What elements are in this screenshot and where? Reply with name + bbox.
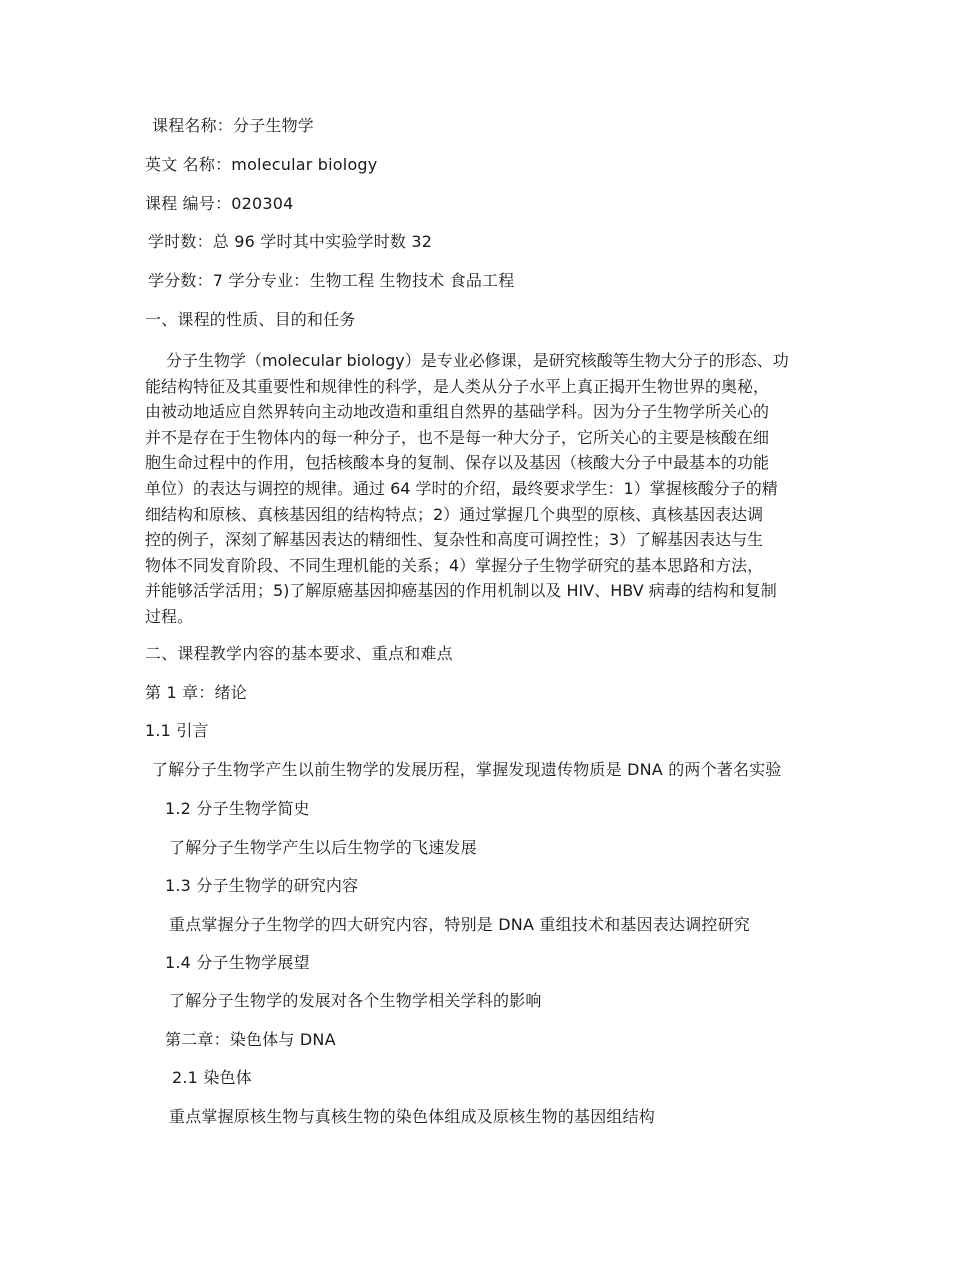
subsection-2-1-title: 2.1 染色体: [172, 1068, 252, 1087]
paragraph-line: 并能够活学活用；5)了解原癌基因抑癌基因的作用机制以及 HIV、HBV 病毒的结构和复制: [145, 581, 777, 601]
paragraph-line: 胞生命过程中的作用，包括核酸本身的复制、保存以及基因（核酸大分子中最基本的功能: [145, 453, 770, 473]
paragraph-line: 控的例子，深刻了解基因表达的精细性、复杂性和高度可调控性；3）了解基因表达与生: [145, 530, 764, 550]
course-name: 课程名称：分子生物学: [152, 116, 315, 135]
paragraph-line: 过程。: [145, 606, 194, 626]
subsection-1-1-title: 1.1 引言: [145, 721, 209, 740]
chapter-1-title: 第 1 章：绪论: [145, 683, 247, 702]
credits-major: 学分数：7 学分专业：生物工程 生物技术 食品工程: [148, 271, 515, 290]
course-code: 课程 编号：020304: [145, 194, 294, 213]
section-2-heading: 二、课程教学内容的基本要求、重点和难点: [145, 644, 453, 663]
paragraph-line: 物体不同发育阶段、不同生理机能的关系；4）掌握分子生物学研究的基本思路和方法，: [145, 555, 764, 575]
subsection-1-3-text: 重点掌握分子生物学的四大研究内容，特别是 DNA 重组技术和基因表达调控研究: [169, 915, 751, 934]
subsection-1-4-text: 了解分子生物学的发展对各个生物学相关学科的影响: [169, 991, 542, 1010]
section-1-heading: 一、课程的性质、目的和任务: [145, 310, 356, 329]
chapter-2-title: 第二章：染色体与 DNA: [165, 1030, 336, 1049]
paragraph-line: 并不是存在于生物体内的每一种分子，也不是每一种大分子，它所关心的主要是核酸在细: [145, 427, 770, 447]
subsection-1-4-title: 1.4 分子生物学展望: [165, 953, 310, 972]
english-name: 英文 名称：molecular biology: [145, 155, 378, 174]
subsection-1-3-title: 1.3 分子生物学的研究内容: [165, 876, 359, 895]
subsection-1-1-text: 了解分子生物学产生以前生物学的发展历程，掌握发现遗传物质是 DNA 的两个著名实验: [152, 760, 782, 779]
subsection-2-1-text: 重点掌握原核生物与真核生物的染色体组成及原核生物的基因组结构: [169, 1107, 656, 1126]
subsection-1-2-text: 了解分子生物学产生以后生物学的飞速发展: [169, 838, 477, 857]
paragraph-line: 分子生物学（molecular biology）是专业必修课，是研究核酸等生物大分子的形态、功: [166, 351, 789, 370]
paragraph-line: 能结构特征及其重要性和规律性的科学，是人类从分子水平上真正揭开生物世界的奥秘，: [145, 376, 770, 396]
paragraph-line: 细结构和原核、真核基因组的结构特点；2）通过掌握几个典型的原核、真核基因表达调: [145, 504, 764, 524]
class-hours: 学时数：总 96 学时其中实验学时数 32: [148, 232, 433, 251]
subsection-1-2-title: 1.2 分子生物学简史: [165, 799, 310, 818]
course-description-paragraph: [145, 348, 845, 630]
paragraph-line: 由被动地适应自然界转向主动地改造和重组自然界的基础学科。因为分子生物学所关心的: [145, 402, 770, 422]
paragraph-line: 单位）的表达与调控的规律。通过 64 学时的介绍，最终要求学生：1）掌握核酸分子的精: [145, 478, 778, 498]
